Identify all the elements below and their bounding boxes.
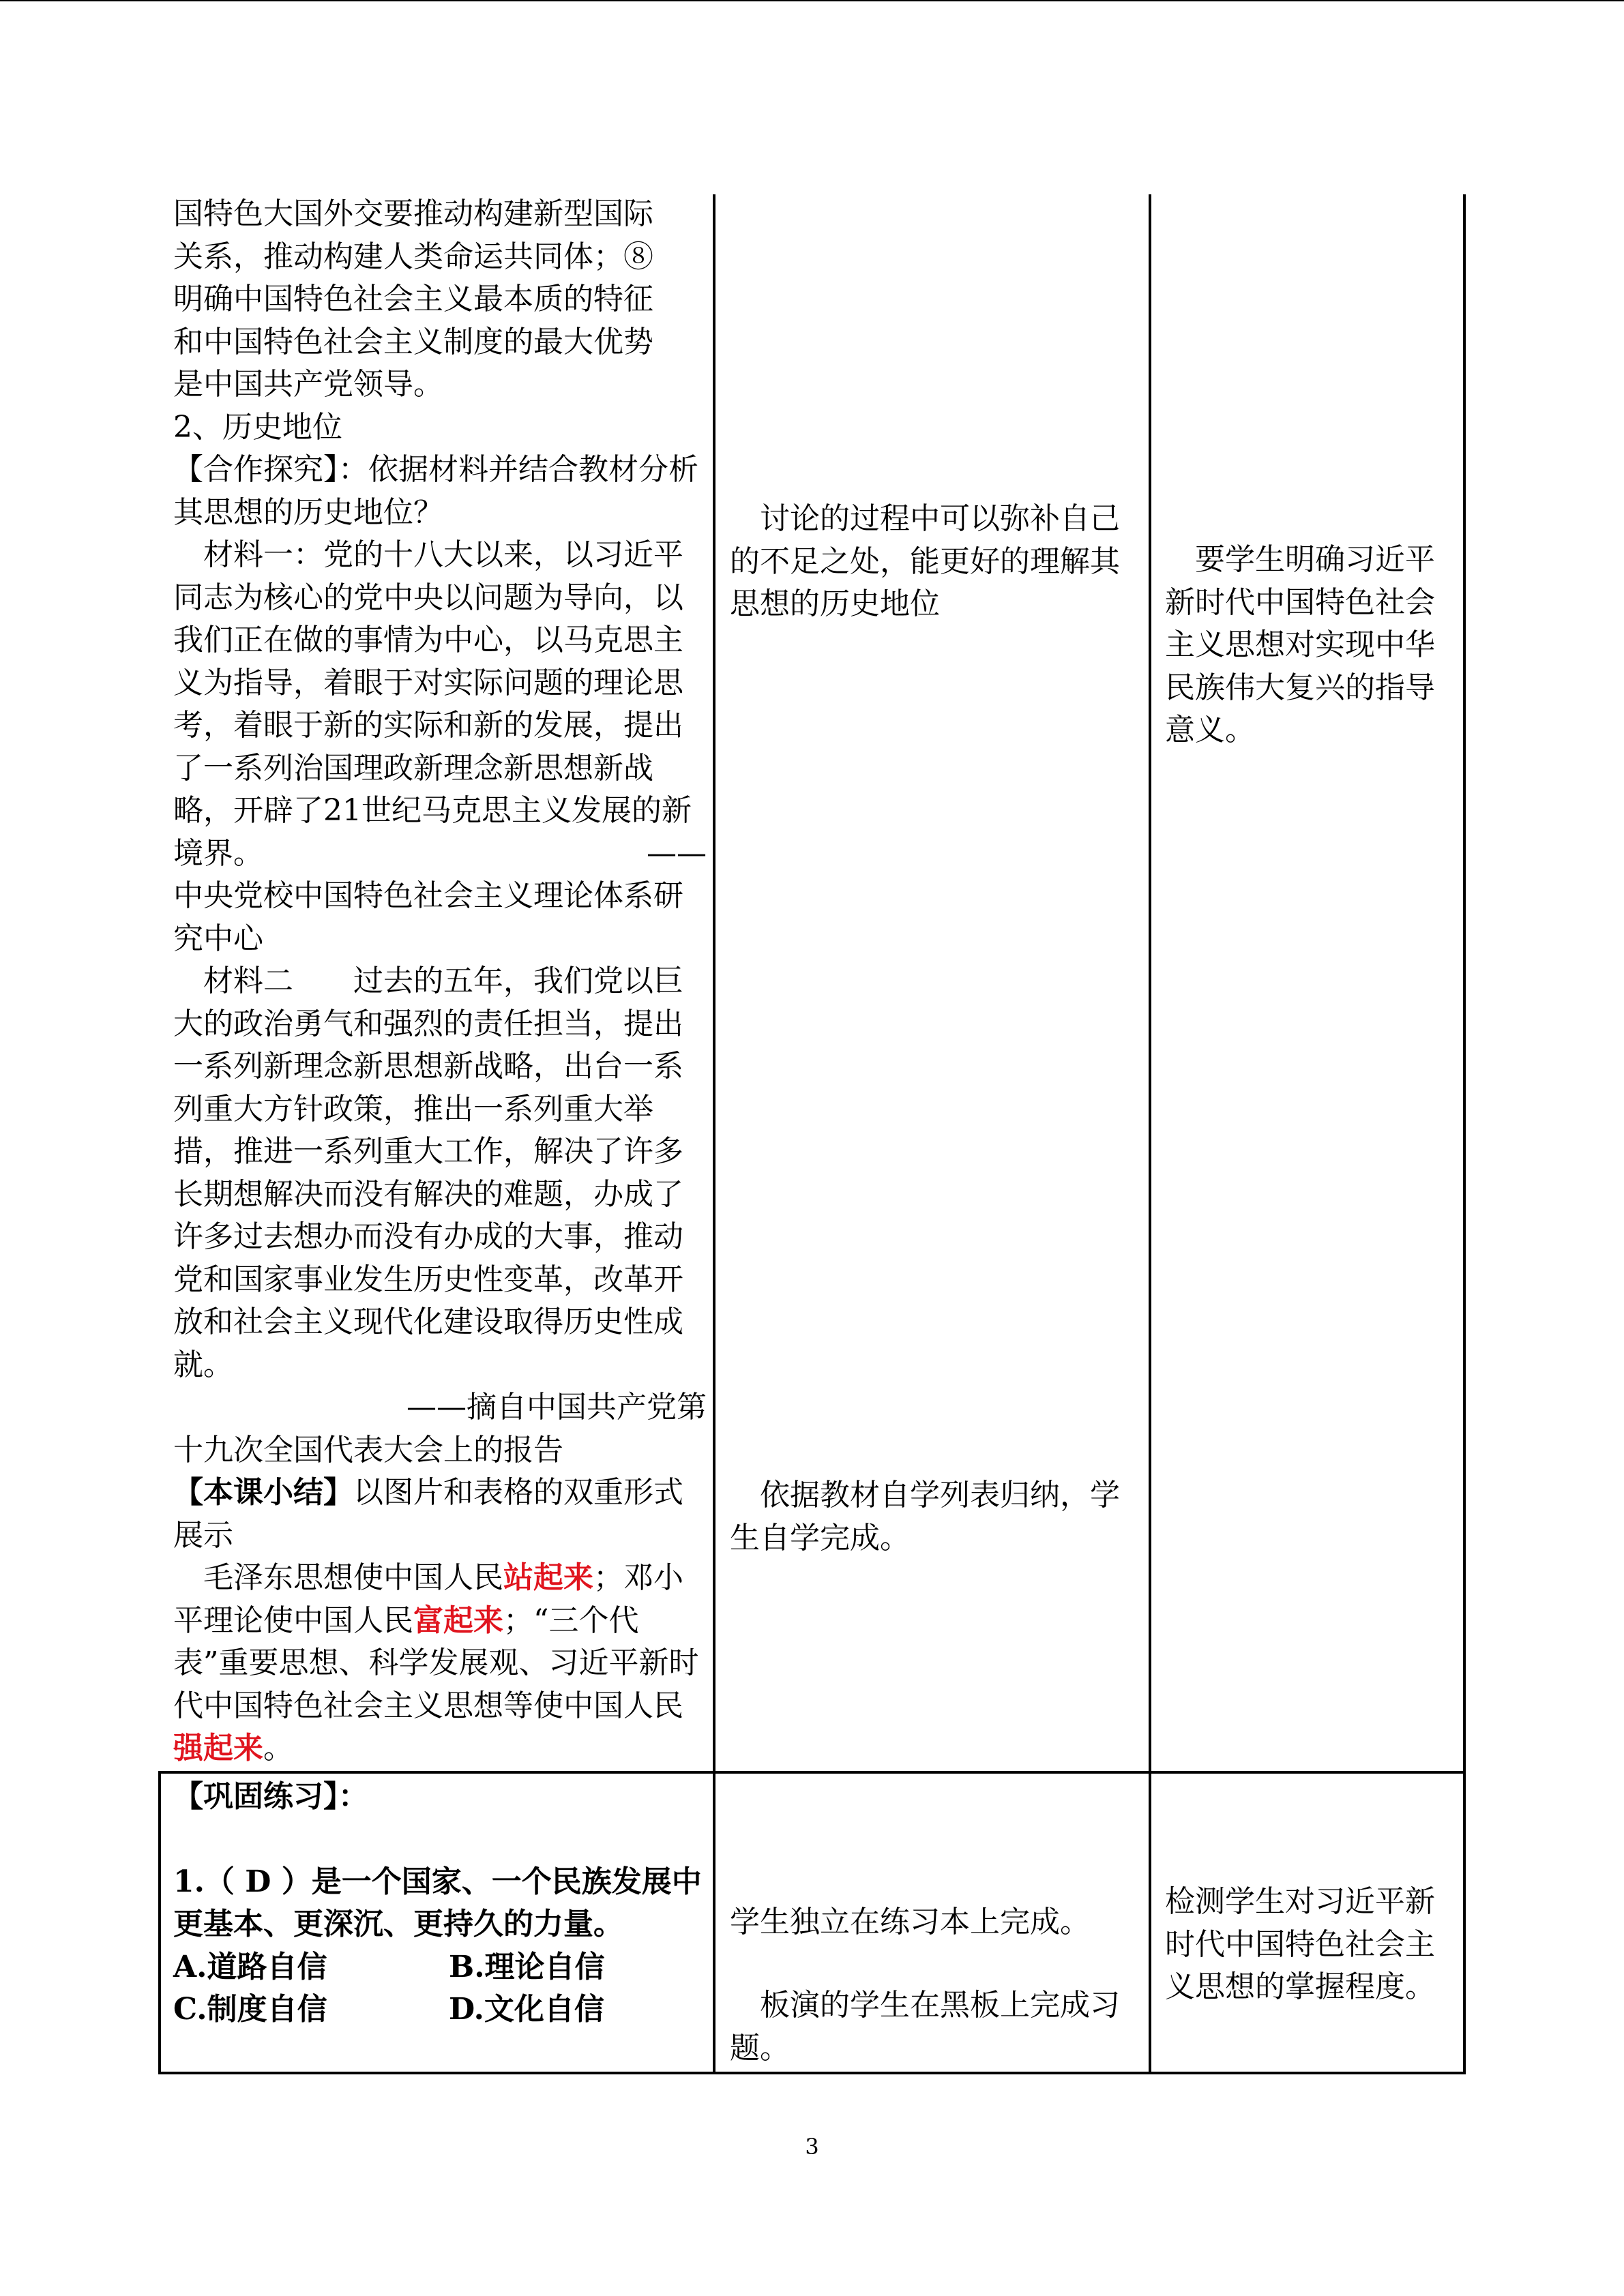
lesson-summary-text: 以图片和表格的双重形式展示 xyxy=(173,1475,683,1553)
table-bottom-border xyxy=(158,2072,1466,2074)
practice-cell xyxy=(173,1776,707,2031)
table-left-border xyxy=(158,1771,161,2074)
content-line: 明确中国特色社会主义最本质的特征 xyxy=(173,282,653,316)
summary-text: ；邓小平理论使中国人民 xyxy=(173,1560,683,1638)
row-separator xyxy=(158,1771,1466,1774)
practice-student-independent: 学生独立在练习本上完成。 xyxy=(730,1905,1090,1939)
content-line: 是中国共产党领导。 xyxy=(173,367,443,402)
lesson-summary-label: 【本课小结】 xyxy=(173,1475,353,1510)
option-a: A.道路自信 xyxy=(173,1949,327,1984)
summary-text: 。 xyxy=(263,1731,293,1765)
student-discussion: 讨论的过程中可以弥补自己的不足之处，能更好的理解其思想的历史地位 xyxy=(730,501,1120,621)
option-d: D.文化自信 xyxy=(449,1992,604,2027)
content-line: 国特色大国外交要推动构建新型国际 xyxy=(173,196,653,231)
student-selfstudy: 依据教材自学列表归纳，学生自学完成。 xyxy=(730,1478,1120,1555)
highlight-stand-up: 站起来 xyxy=(503,1560,593,1595)
practice-title: 【巩固练习】： xyxy=(173,1779,368,1814)
table-divider-1 xyxy=(713,194,715,2074)
table-right-border xyxy=(1463,194,1466,2074)
teaching-content-cell xyxy=(173,193,707,1770)
practice-student-board: 板演的学生在黑板上完成习题。 xyxy=(730,1988,1120,2066)
practice-question: 1.（ D ）是一个国家、一个民族发展中更基本、更深沉、更持久的力量。 xyxy=(173,1864,702,1941)
lesson-summary xyxy=(173,1472,707,1557)
table-divider-2 xyxy=(1149,194,1151,2074)
cooperative-inquiry-label: 【合作探究】 xyxy=(173,452,338,487)
material-one-dash: —— xyxy=(647,835,707,871)
page-number: 3 xyxy=(805,2134,819,2160)
content-line: 关系，推动构建人类命运共同体；⑧ xyxy=(173,239,653,274)
material-two: 材料二 过去的五年，我们党以巨大的政治勇气和强烈的责任担当，提出一系列新理念新思想新战略，出台一系列重大方针政策，推出一系列重大举措，推进一系列重大工作，解决了许多长期想解决而没有解决的难题，办成了许多过去想办而没有办成的大事，推动党和国家事业发生历史性变革，改革开放和社会主义现代化建设取得历史性成就。 xyxy=(173,964,683,1382)
material-two-source-cont: 十九次全国代表大会上的报告 xyxy=(173,1432,563,1467)
material-one-source: 中央党校中国特色社会主义理论体系研究中心 xyxy=(173,878,683,956)
option-b: B.理论自信 xyxy=(449,1949,605,1984)
summary-text: ；“三个代表”重要思想、科学发展观、习近平新时代中国特色社会主义思想等使中国人民 xyxy=(173,1602,699,1723)
highlight-get-rich: 富起来 xyxy=(413,1602,503,1638)
option-c: C.制度自信 xyxy=(173,1992,327,2027)
top-border xyxy=(0,0,1624,1)
section-heading: 2、历史地位 xyxy=(173,409,342,445)
answer-options xyxy=(173,1946,707,2031)
design-intent: 要学生明确习近平新时代中国特色社会主义思想对实现中华民族伟大复兴的指导意义。 xyxy=(1165,542,1435,747)
material-one: 材料一：党的十八大以来，以习近平同志为核心的党中央以问题为导向，以我们正在做的事情为中心，以马克思主义为指导，着眼于对实际问题的理论思考，着眼于新的实际和新的发展，提出了一系列治国理政新理念新思想新战略，开辟了21世纪马克思主义发展的新境界。 xyxy=(173,537,692,871)
content-line: 和中国特色社会主义制度的最大优势 xyxy=(173,324,653,359)
highlight-get-strong: 强起来 xyxy=(173,1731,263,1765)
material-two-source: ——摘自中国共产党第 xyxy=(407,1390,707,1425)
summary-statement xyxy=(173,1557,707,1770)
summary-text: 毛泽东思想使中国人民 xyxy=(203,1560,503,1595)
practice-purpose: 检测学生对习近平新时代中国特色社会主义思想的掌握程度。 xyxy=(1165,1884,1435,2004)
cooperative-inquiry xyxy=(173,449,707,534)
cooperative-inquiry-text: ：依据材料并结合教材分析其思想的历史地位？ xyxy=(173,452,698,530)
